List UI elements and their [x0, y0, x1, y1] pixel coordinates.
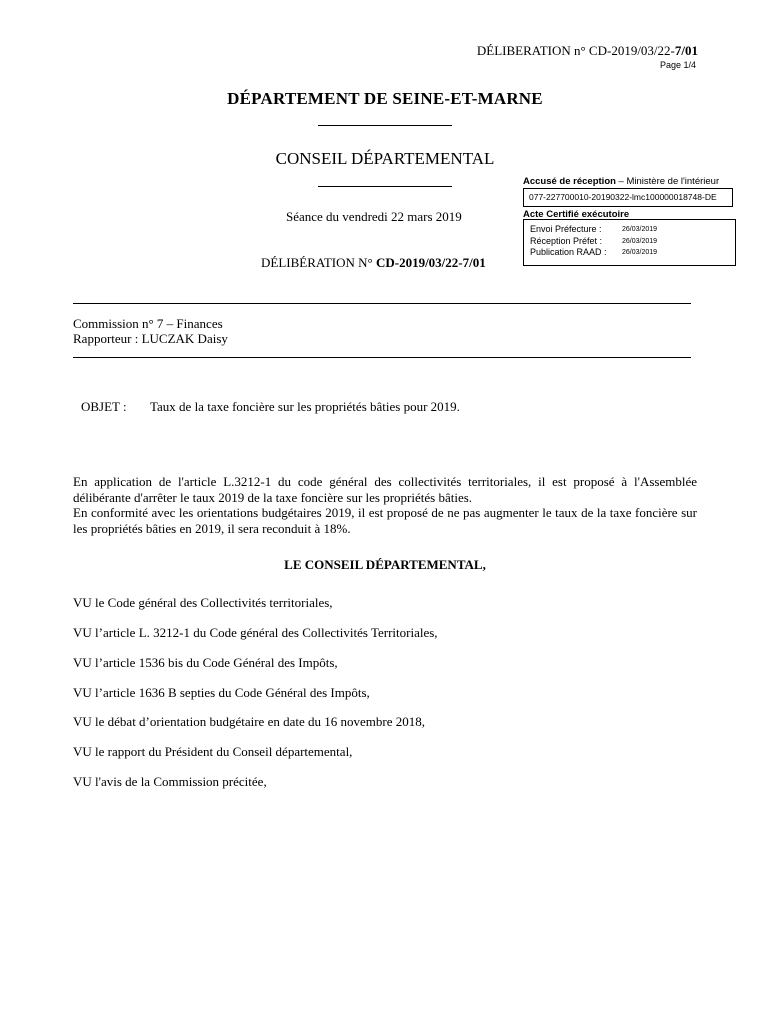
vu-item: VU le rapport du Président du Conseil départemental,	[73, 744, 353, 759]
department-title: DÉPARTEMENT DE SEINE-ET-MARNE	[227, 89, 543, 108]
header-reference	[477, 43, 698, 59]
section-divider-top	[73, 303, 691, 304]
header-reference-prefix: DÉLIBERATION n° CD-2019/03/22-	[476, 43, 675, 58]
certified-dates-box	[523, 219, 736, 266]
cert-row-value: 26/03/2019	[622, 237, 658, 245]
commission: Commission n° 7 – Finances	[73, 316, 223, 331]
cert-row-label: Publication RAAD :	[530, 247, 607, 257]
cert-row-reception	[530, 236, 735, 248]
cert-row-value: 26/03/2019	[622, 249, 658, 256]
objet-label: OBJET :	[81, 399, 127, 414]
council-heading: LE CONSEIL DÉPARTEMENTAL,	[284, 557, 486, 572]
vu-item: VU le débat d’orientation budgétaire en date du 16 novembre 2018,	[73, 714, 425, 729]
acknowledgement-label-bold: Accusé de réception	[523, 176, 616, 187]
council-title: CONSEIL DÉPARTEMENTAL	[275, 149, 495, 168]
vu-item: VU le Code général des Collectivités territoriales,	[73, 595, 333, 610]
vu-item: VU l’article L. 3212-1 du Code général des Collectivités Territoriales,	[73, 625, 438, 640]
acknowledgement-label	[523, 176, 719, 187]
paragraph-conformite: En conformité avec les orientations budgétaires 2019, il est proposé de ne pas augmenter le taux de la taxe foncière sur les propriétés bâties en 2019, il sera reconduit à 18%.	[73, 505, 697, 536]
deliberation-number	[261, 255, 486, 271]
cert-row-label: Réception Préfet :	[530, 235, 603, 246]
vu-item: VU l'avis de la Commission précitée,	[73, 774, 267, 789]
paragraph-application: En application de l'article L.3212-1 du code général des collectivités territoriales, il est proposé à l'Assemblée délibérante d'arrêter le taux 2019 de la taxe foncière sur les propriétés bâties.	[73, 474, 697, 505]
seance-date: Séance du vendredi 22 mars 2019	[286, 209, 462, 224]
acknowledgement-label-rest: – Ministère de l'intérieur	[615, 176, 720, 187]
cert-row-value: 26/03/2019	[622, 226, 658, 233]
vu-item: VU l’article 1536 bis du Code Général des Impôts,	[73, 655, 338, 670]
vu-item: VU l’article 1636 B septies du Code Général des Impôts,	[73, 685, 370, 700]
objet-text: Taux de la taxe foncière sur les propriétés bâties pour 2019.	[150, 399, 460, 414]
header-reference-suffix: 7/01	[674, 43, 698, 58]
cert-row-label: Envoi Préfecture :	[530, 224, 602, 234]
certified-label: Acte Certifié exécutoire	[523, 209, 630, 220]
deliberation-id: CD-2019/03/22-7/01	[375, 255, 486, 270]
section-divider-bottom	[73, 357, 691, 358]
page-number: Page 1/4	[659, 60, 696, 70]
title-divider	[318, 125, 452, 126]
cert-row-envoi	[530, 224, 735, 236]
acknowledgement-id-box: 077-227700010-20190322-lmc100000018748-DE	[523, 188, 733, 207]
cert-row-publication	[530, 247, 735, 259]
council-divider	[318, 186, 452, 187]
deliberation-prefix: DÉLIBÉRATION N°	[261, 255, 376, 270]
rapporteur: Rapporteur : LUCZAK Daisy	[73, 331, 228, 346]
